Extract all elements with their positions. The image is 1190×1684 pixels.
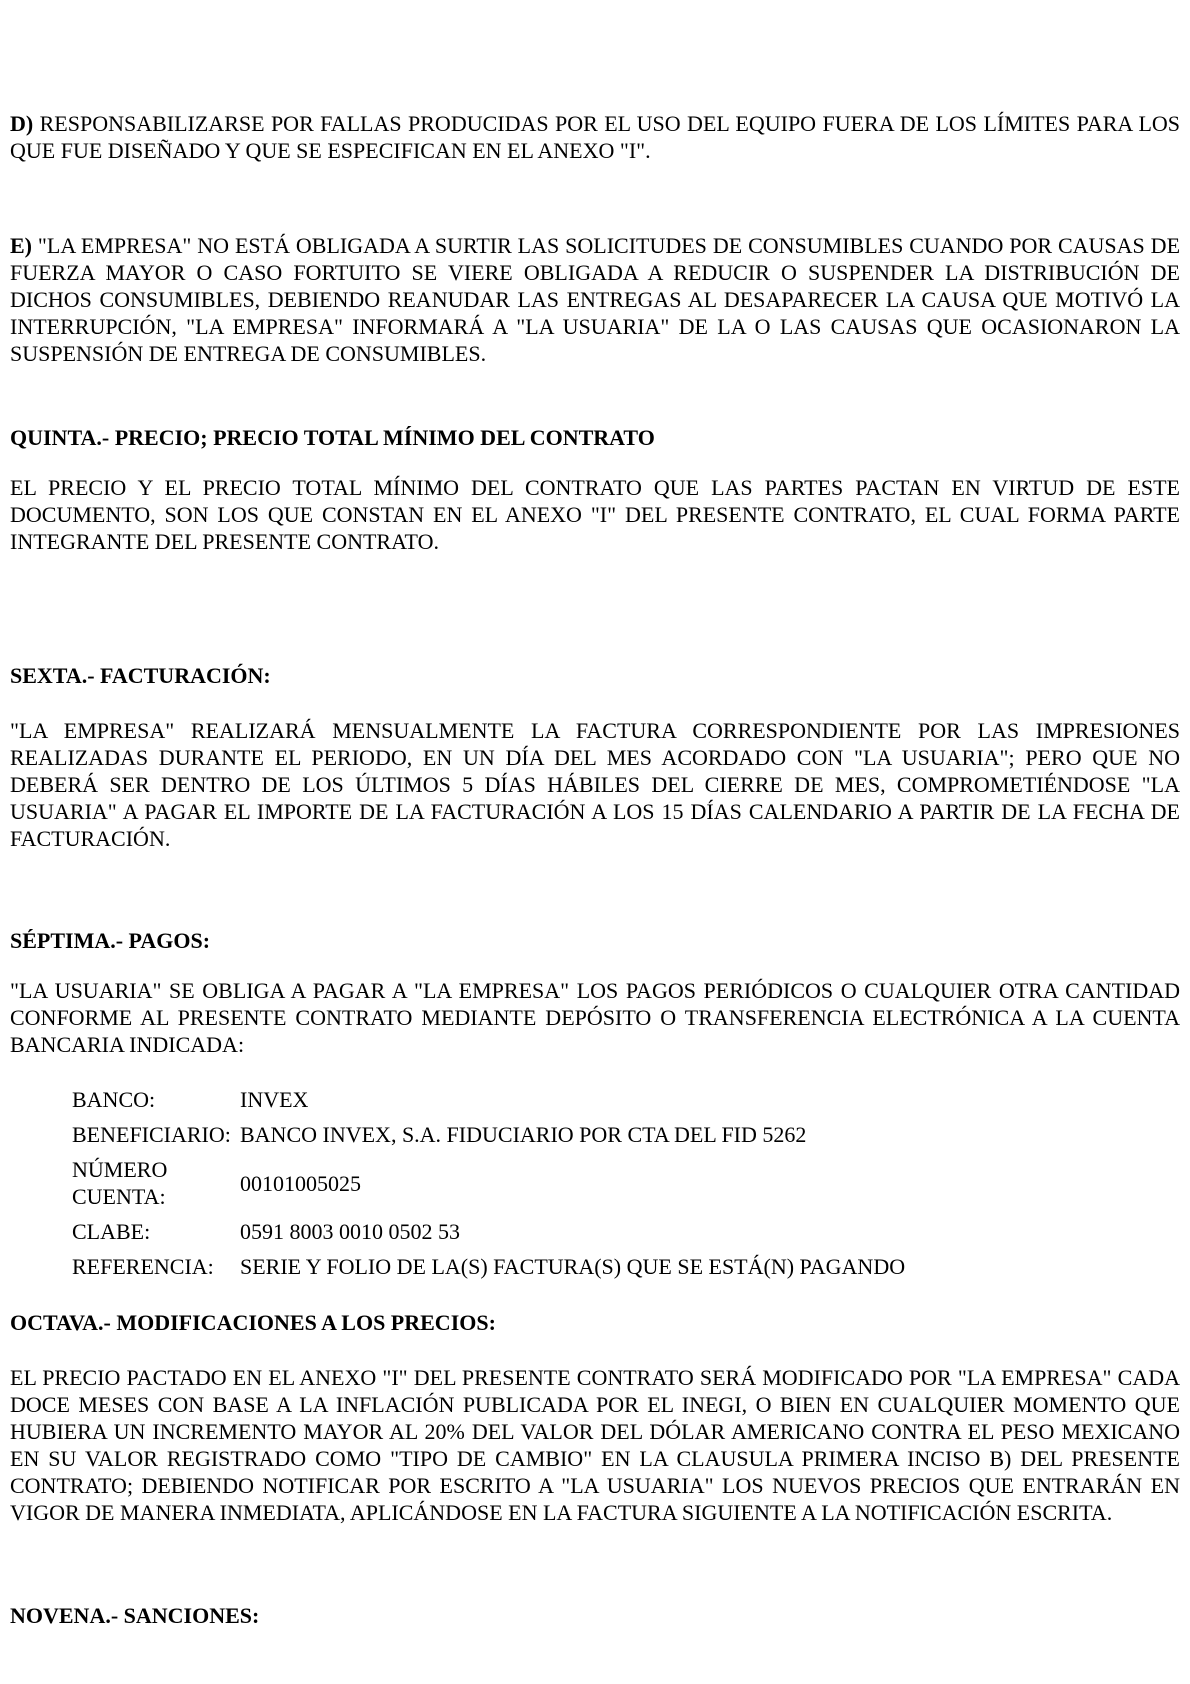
- sexta-heading: SEXTA.- FACTURACIÓN:: [10, 663, 271, 688]
- novena-heading: NOVENA.- SANCIONES:: [10, 1603, 260, 1628]
- table-row-numero-cuenta: [72, 1152, 905, 1214]
- octava-heading: OCTAVA.- MODIFICACIONES A LOS PRECIOS:: [10, 1310, 496, 1335]
- clause-d-label: D): [10, 111, 34, 136]
- table-row-clabe: [72, 1214, 905, 1249]
- clause-d-paragraph: [10, 110, 1180, 164]
- bank-row-label: BANCO:: [72, 1087, 156, 1112]
- clause-e-paragraph: [10, 232, 1180, 367]
- octava-paragraph: EL PRECIO PACTADO EN EL ANEXO "I" DEL PRESENTE CONTRATO SERÁ MODIFICADO POR "LA EMPRESA" CADA DOCE MESES CON BASE A LA INFLACIÓN PUBLICADA POR EL INEGI, O BIEN EN CUALQUIER MOMENTO QUE HUBIERA UN INCREMENTO MAYOR AL 20% DEL VALOR DEL DÓLAR AMERICANO CONTRA EL PESO MEXICANO EN SU VALOR REGISTRADO COMO "TIPO DE CAMBIO" EN LA CLAUSULA PRIMERA INCISO B) DEL PRESENTE CONTRATO; DEBIENDO NOTIFICAR POR ESCRITO A "LA USUARIA" LOS NUEVOS PRECIOS QUE ENTRARÁN EN VIGOR DE MANERA INMEDIATA, APLICÁNDOSE EN LA FACTURA SIGUIENTE A LA NOTIFICACIÓN ESCRITA.: [10, 1365, 1180, 1525]
- septima-heading: SÉPTIMA.- PAGOS:: [10, 928, 211, 953]
- quinta-heading: QUINTA.- PRECIO; PRECIO TOTAL MÍNIMO DEL CONTRATO: [10, 425, 655, 450]
- bank-row-value: 0591 8003 0010 0502 53: [240, 1219, 460, 1244]
- bank-row-label: BENEFICIARIO:: [72, 1122, 231, 1147]
- bank-row-label: CLABE:: [72, 1219, 151, 1244]
- clause-d-text: RESPONSABILIZARSE POR FALLAS PRODUCIDAS POR EL USO DEL EQUIPO FUERA DE LOS LÍMITES PARA LOS QUE FUE DISEÑADO Y QUE SE ESPECIFICAN EN EL ANEXO "I".: [10, 111, 1181, 163]
- bank-row-value: SERIE Y FOLIO DE LA(S) FACTURA(S) QUE SE ESTÁ(N) PAGANDO: [240, 1254, 906, 1279]
- clause-e-label: E): [10, 233, 32, 258]
- table-row-banco: [72, 1082, 905, 1117]
- septima-paragraph: "LA USUARIA" SE OBLIGA A PAGAR A "LA EMPRESA" LOS PAGOS PERIÓDICOS O CUALQUIER OTRA CANTIDAD CONFORME AL PRESENTE CONTRATO MEDIANTE DEPÓSITO O TRANSFERENCIA ELECTRÓNICA A LA CUENTA BANCARIA INDICADA:: [10, 978, 1180, 1057]
- bank-details-table: [72, 1082, 905, 1284]
- bank-row-value: INVEX: [240, 1087, 309, 1112]
- bank-row-label: NÚMERO CUENTA:: [72, 1157, 168, 1209]
- bank-row-value: 00101005025: [240, 1170, 361, 1196]
- clause-e-text: "LA EMPRESA" NO ESTÁ OBLIGADA A SURTIR LAS SOLICITUDES DE CONSUMIBLES CUANDO POR CAUSAS DE FUERZA MAYOR O CASO FORTUITO SE VIERE OBLIGADA A REDUCIR O SUSPENDER LA DISTRIBUCIÓN DE DICHOS CONSUMIBLES, DEBIENDO REANUDAR LAS ENTREGAS AL DESAPARECER LA CAUSA QUE MOTIVÓ LA INTERRUPCIÓN, "LA EMPRESA" INFORMARÁ A "LA USUARIA" DE LA O LAS CAUSAS QUE OCASIONARON LA SUSPENSIÓN DE ENTREGA DE CONSUMIBLES.: [10, 233, 1181, 366]
- quinta-paragraph: EL PRECIO Y EL PRECIO TOTAL MÍNIMO DEL CONTRATO QUE LAS PARTES PACTAN EN VIRTUD DE ESTE DOCUMENTO, SON LOS QUE CONSTAN EN EL ANEXO "I" DEL PRESENTE CONTRATO, EL CUAL FORMA PARTE INTEGRANTE DEL PRESENTE CONTRATO.: [10, 475, 1180, 554]
- table-row-beneficiario: [72, 1117, 905, 1152]
- bank-row-value: BANCO INVEX, S.A. FIDUCIARIO POR CTA DEL FID 5262: [240, 1122, 807, 1147]
- table-row-referencia: [72, 1249, 905, 1284]
- bank-row-label: REFERENCIA:: [72, 1254, 214, 1279]
- sexta-paragraph: "LA EMPRESA" REALIZARÁ MENSUALMENTE LA FACTURA CORRESPONDIENTE POR LAS IMPRESIONES REALIZADAS DURANTE EL PERIODO, EN UN DÍA DEL MES ACORDADO CON "LA USUARIA"; PERO QUE NO DEBERÁ SER DENTRO DE LOS ÚLTIMOS 5 DÍAS HÁBILES DEL CIERRE DE MES, COMPROMETIÉNDOSE "LA USUARIA" A PAGAR EL IMPORTE DE LA FACTURACIÓN A LOS 15 DÍAS CALENDARIO A PARTIR DE LA FECHA DE FACTURACIÓN.: [10, 718, 1180, 851]
